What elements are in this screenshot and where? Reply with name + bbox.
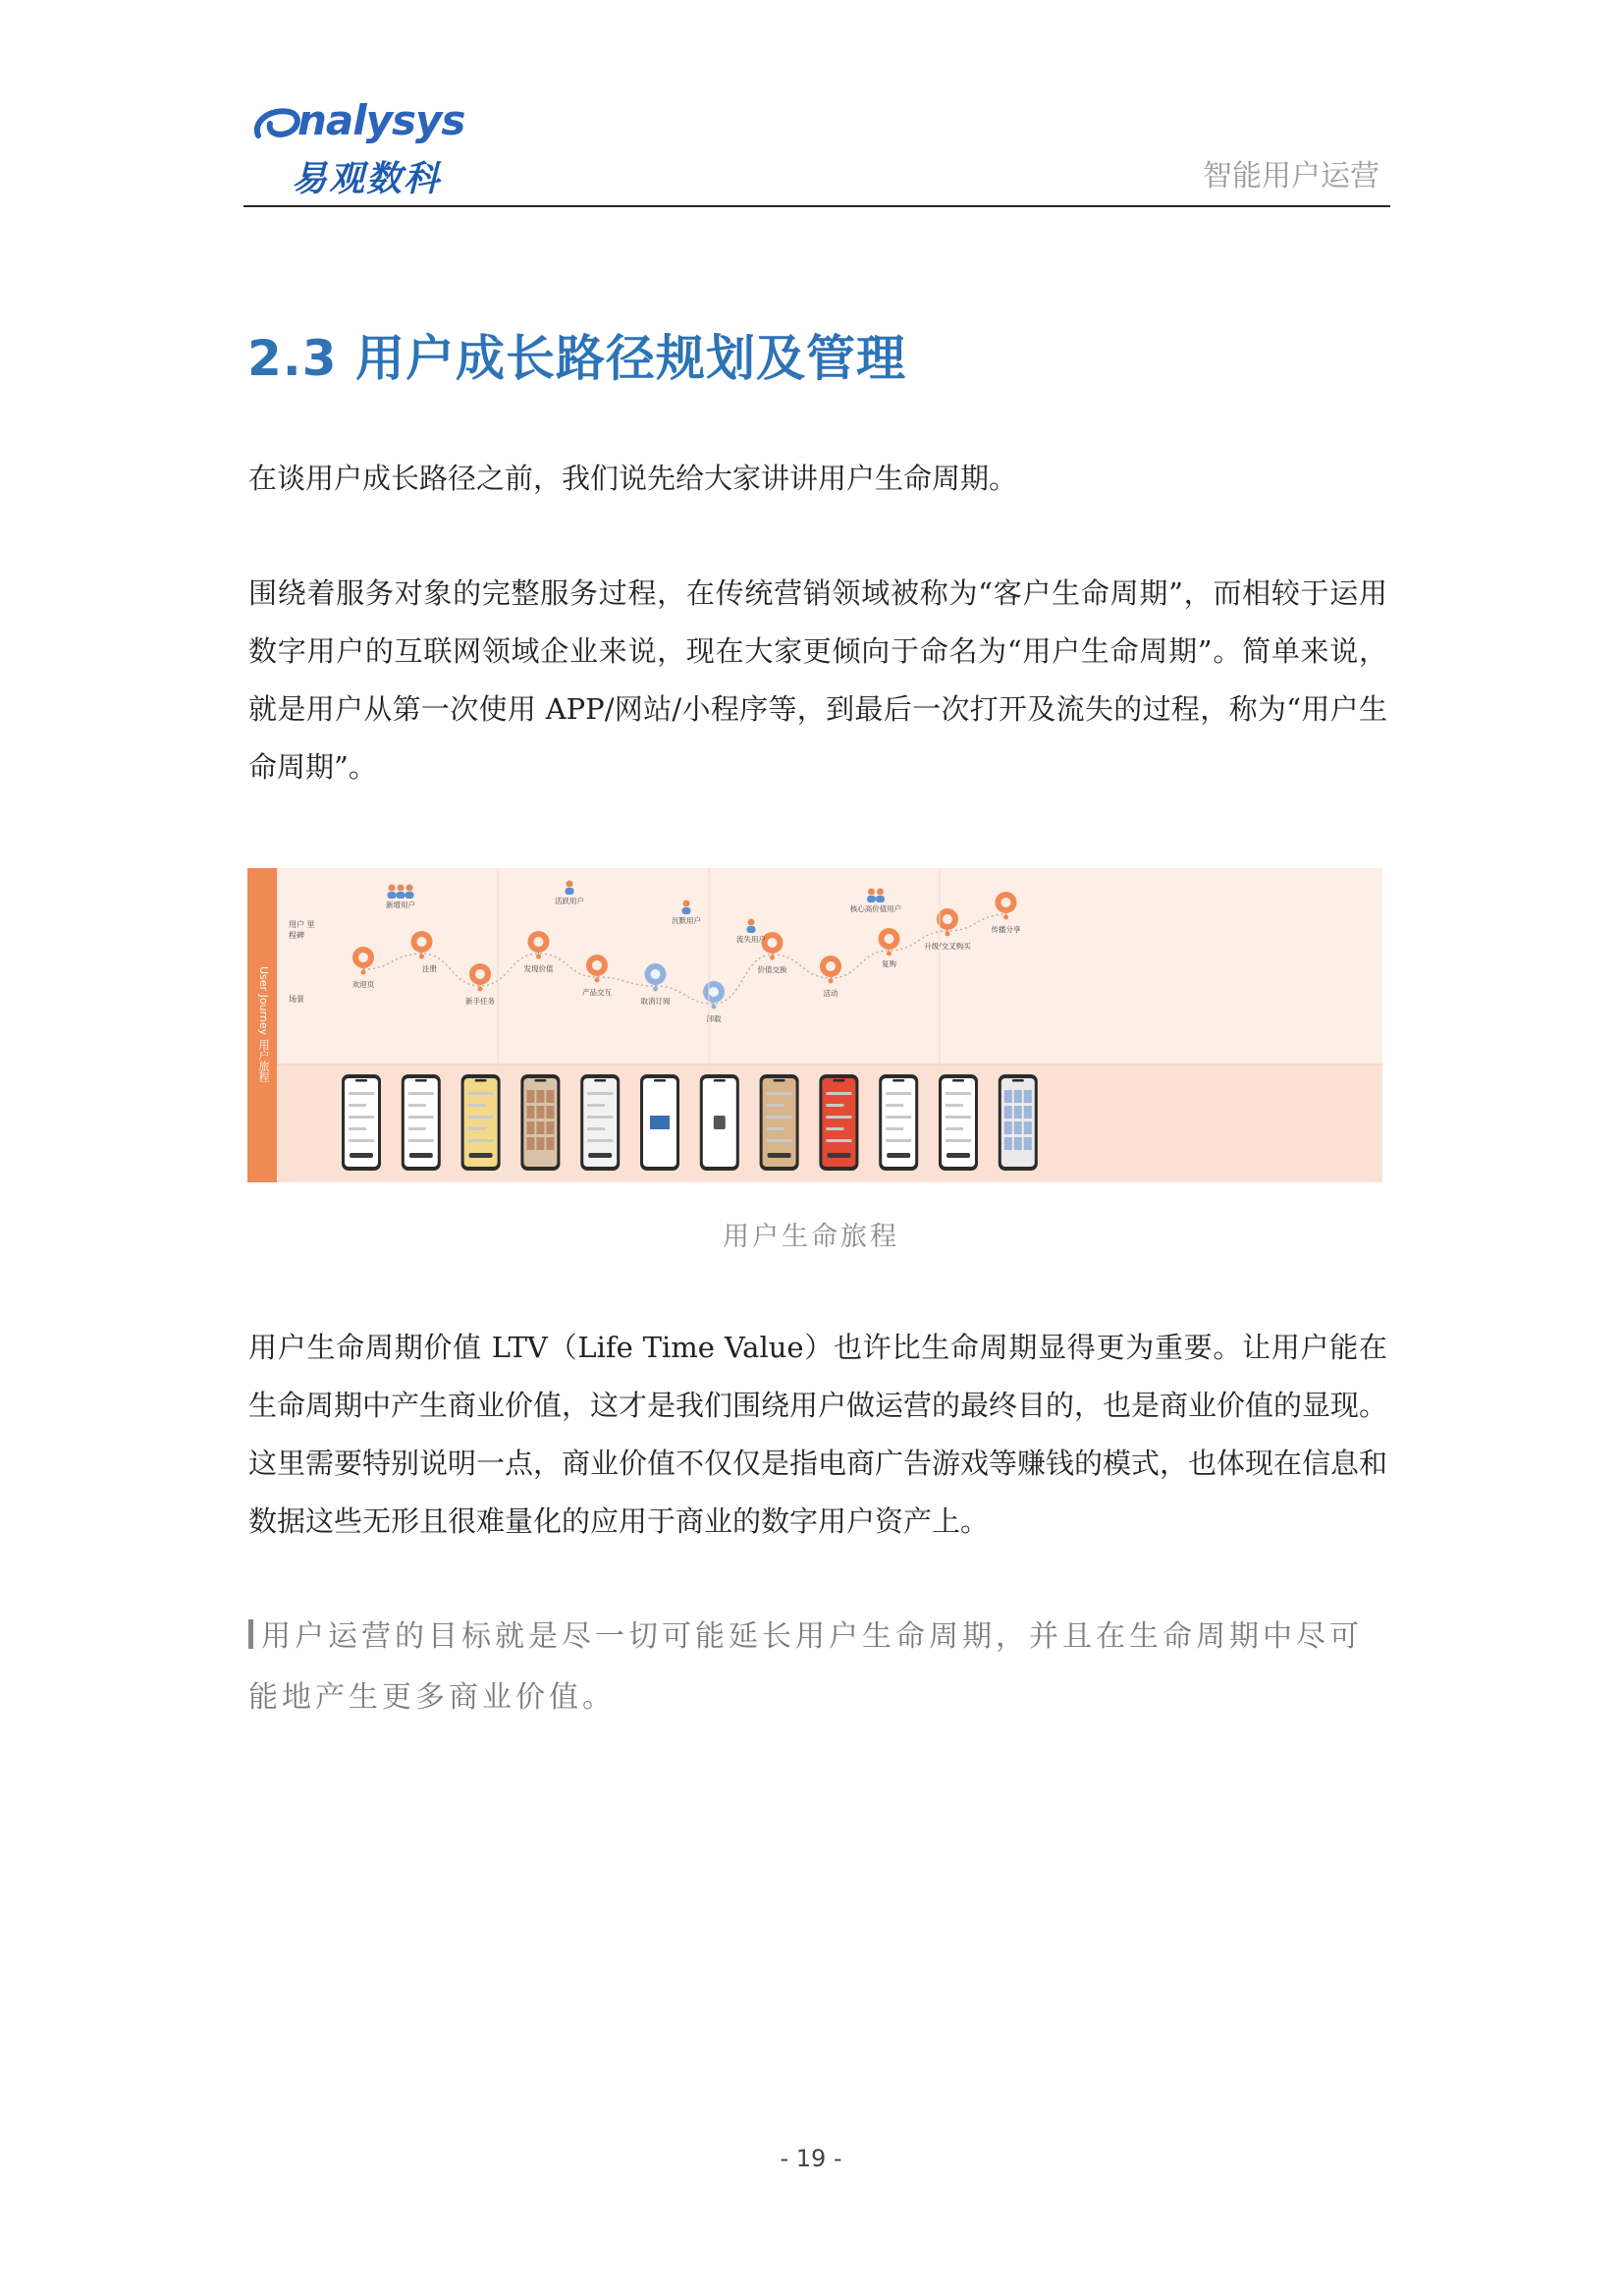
phone-mockup	[640, 1074, 679, 1171]
phone-mockup	[342, 1074, 381, 1171]
quote-text: 用户运营的目标就是尽一切可能延长用户生命周期，并且在生命周期中尽可能地产生更多商业价值。	[248, 1619, 1363, 1715]
journey-step-label: 注册	[422, 964, 437, 973]
phone-mockup	[999, 1074, 1038, 1171]
milestone-label: 沉默用户	[672, 916, 701, 925]
paragraph-3: 用户生命周期价值 LTV（Life Time Value）也许比生命周期显得更为重要。让用户能在生命周期中产生商业价值，这才是我们围绕用户做运营的最终目的，也是商业价值的显现。这里需要特别说明一点，商业价值不仅仅是指电商广告游戏等赚钱的模式，也体现在信息和数据这些无形且很难量化的应用于商业的数字用户资产上。	[248, 1331, 1388, 1538]
journey-step-label: 升级/交叉购买	[924, 942, 971, 951]
figure-caption: 用户生命旅程	[723, 1222, 899, 1252]
milestone-people-icon	[747, 919, 756, 934]
journey-step-label: 价值交换	[757, 965, 787, 974]
journey-step-marker	[469, 963, 491, 992]
milestone-people-icon	[867, 889, 885, 903]
phone-mockup	[461, 1074, 501, 1171]
section-title: 2.3 用户成长路径规划及管理	[247, 330, 906, 387]
phone-mockup	[760, 1074, 799, 1171]
user-journey-figure	[247, 868, 1382, 1182]
milestone-label: 新增用户	[386, 901, 415, 909]
milestone-people-icon	[566, 881, 574, 896]
journey-step-label: 传播分享	[991, 925, 1021, 934]
page-number: - 19 -	[780, 2145, 842, 2172]
milestone-people-icon	[388, 885, 414, 900]
header-title: 智能用户运营	[1203, 159, 1379, 193]
journey-step-marker	[645, 963, 667, 992]
journey-step-label: 取消订阅	[640, 997, 671, 1006]
journey-step-marker	[352, 947, 374, 975]
phone-mockup	[879, 1074, 918, 1171]
journey-step-marker	[820, 956, 841, 984]
journey-step-label: 新手任务	[465, 997, 495, 1006]
phone-mockup	[580, 1074, 620, 1171]
phone-mockup	[819, 1074, 858, 1171]
journey-step-marker	[996, 892, 1017, 920]
milestone-label: 流失用户	[736, 935, 766, 944]
journey-step-label: 卸载	[706, 1014, 722, 1023]
journey-step-marker	[703, 981, 725, 1010]
figure-side-label: User Journey 用户旅程	[257, 966, 270, 1082]
phone-mockup	[939, 1074, 978, 1171]
journey-step-label: 复购	[882, 959, 896, 968]
journey-step-label: 发现价值	[523, 964, 554, 973]
journey-step-marker	[586, 955, 608, 983]
milestone-people-icon	[682, 901, 691, 915]
highlight-quote	[248, 1607, 1387, 1728]
phone-mockup	[520, 1074, 560, 1171]
journey-step-label: 产品交互	[582, 988, 612, 997]
phone-mockup	[402, 1074, 441, 1171]
journey-diagram	[247, 868, 1382, 1182]
paragraph-2: 围绕着服务对象的完整服务过程，在传统营销领域被称为“客户生命周期”，而相较于运用数字用户的互联网领域企业来说，现在大家更倾向于命名为“用户生命周期”。简单来说，就是用户从第一次使用 APP/网站/小程序等，到最后一次打开及流失的过程，称为“用户生命周期”。	[248, 576, 1387, 784]
quote-bar-icon	[248, 1619, 253, 1649]
milestone-label: 核心高价值用户	[849, 904, 902, 913]
paragraph-1: 在谈用户成长路径之前，我们说先给大家讲讲用户生命周期。	[248, 462, 1018, 495]
journey-path	[363, 914, 1006, 1004]
milestone-label: 活跃用户	[555, 897, 584, 905]
row-label-milestone: 用户 里程碑	[289, 920, 315, 940]
company-logo	[250, 96, 486, 204]
logo-text-cn: 易观数科	[292, 159, 442, 199]
journey-step-label: 活动	[823, 989, 838, 998]
header-divider	[243, 205, 1390, 207]
phone-mockup	[700, 1074, 739, 1171]
logo-text-en: nalysys	[297, 96, 465, 144]
journey-step-marker	[879, 928, 900, 957]
row-label-scene: 场景	[289, 995, 304, 1004]
journey-step-label: 欢迎页	[351, 980, 375, 989]
